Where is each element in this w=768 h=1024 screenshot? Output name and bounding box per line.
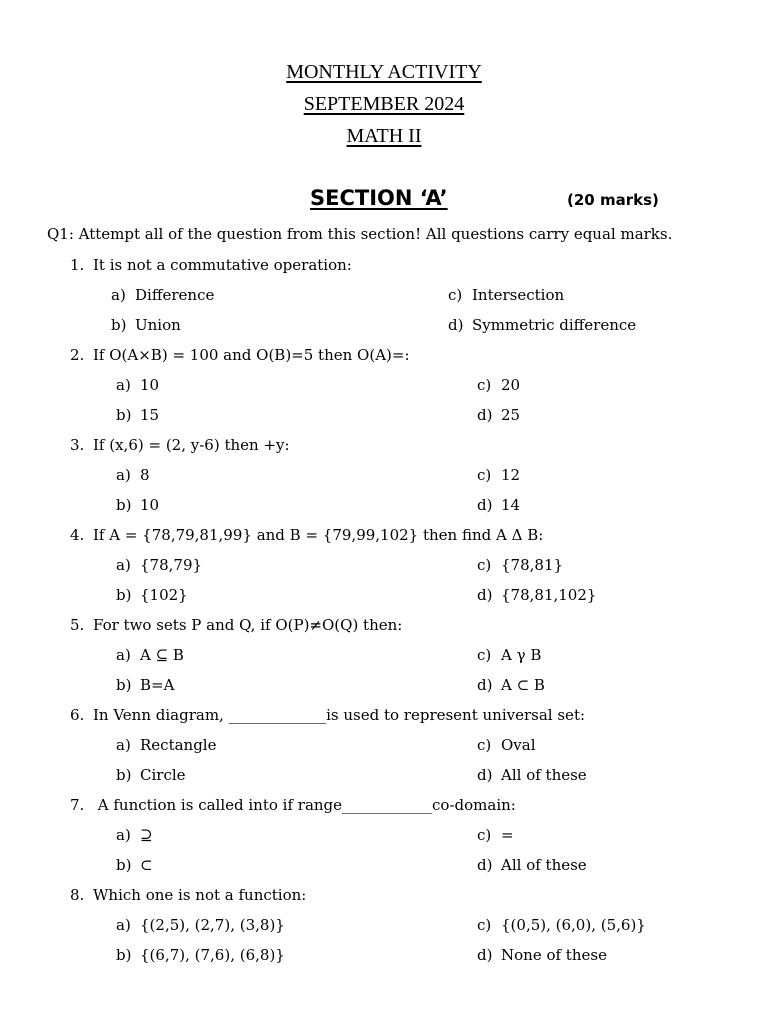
option-b (111, 316, 181, 334)
option-text: None of these (501, 946, 607, 964)
option-letter: d) (477, 586, 493, 604)
option-c (448, 286, 564, 304)
option-letter: a) (111, 286, 126, 304)
option-c (477, 646, 541, 664)
option-text: {(2,5), (2,7), (3,8)} (140, 916, 285, 934)
question-3 (70, 436, 290, 454)
option-d (448, 316, 636, 334)
option-a (111, 286, 214, 304)
option-d (477, 676, 545, 694)
option-b (116, 766, 186, 784)
option-letter: b) (116, 676, 132, 694)
question-text: It is not a commutative operation: (93, 256, 352, 274)
question-text: In Venn diagram, _____________is used to represent universal set: (93, 706, 586, 724)
option-a (116, 736, 216, 754)
option-text: Intersection (472, 286, 565, 304)
option-c (477, 916, 646, 934)
option-letter: a) (116, 466, 131, 484)
option-letter: c) (477, 916, 492, 934)
question-text: If O(A×B) = 100 and O(B)=5 then O(A)=: (93, 346, 410, 364)
section-title: SECTION ‘A’ (310, 186, 448, 210)
question-number: 8. (70, 886, 85, 904)
question-5 (70, 616, 402, 634)
section-marks: (20 marks) (567, 191, 659, 209)
option-text: 25 (501, 406, 521, 424)
question-number: 2. (70, 346, 85, 364)
option-letter: a) (116, 646, 131, 664)
question-2 (70, 346, 410, 364)
option-text: ⊂ (140, 856, 153, 874)
option-text: 14 (501, 496, 521, 514)
option-letter: c) (477, 826, 492, 844)
question-1 (70, 256, 352, 274)
option-text: A ⊂ B (501, 676, 545, 694)
option-letter: c) (477, 466, 492, 484)
option-a (116, 466, 150, 484)
option-letter: b) (116, 766, 132, 784)
option-letter: a) (116, 826, 131, 844)
option-letter: b) (116, 586, 132, 604)
option-d (477, 406, 520, 424)
question-number: 7. (70, 796, 85, 814)
option-c (477, 376, 520, 394)
question-text: If A = {78,79,81,99} and B = {79,99,102} then find A Δ B: (93, 526, 544, 544)
option-letter: a) (116, 556, 131, 574)
option-text: {(6,7), (7,6), (6,8)} (140, 946, 285, 964)
option-c (477, 736, 536, 754)
option-text: A ⊆ B (140, 646, 184, 664)
option-letter: b) (116, 496, 132, 514)
option-letter: b) (116, 856, 132, 874)
title-text: MONTHLY ACTIVITY (286, 61, 482, 83)
option-letter: c) (448, 286, 463, 304)
option-text: All of these (501, 766, 587, 784)
subject-text: MATH II (346, 125, 422, 147)
option-c (477, 826, 514, 844)
option-text: Union (135, 316, 181, 334)
option-letter: c) (477, 736, 492, 754)
option-d (477, 766, 587, 784)
question-7 (70, 796, 516, 814)
option-b (116, 586, 188, 604)
option-letter: d) (477, 946, 493, 964)
question-number: 3. (70, 436, 85, 454)
section-instruction: Q1: Attempt all of the question from this section! All questions carry equal marks. (47, 225, 673, 243)
option-text: Symmetric difference (472, 316, 637, 334)
option-text: {(0,5), (6,0), (5,6)} (501, 916, 646, 934)
option-letter: d) (448, 316, 464, 334)
option-text: {102} (140, 586, 188, 604)
option-text: Circle (140, 766, 186, 784)
option-a (116, 376, 159, 394)
date-text: SEPTEMBER 2024 (303, 93, 465, 115)
question-number: 5. (70, 616, 85, 634)
option-letter: c) (477, 556, 492, 574)
option-text: {78,81,102} (501, 586, 597, 604)
option-text: {78,79} (140, 556, 203, 574)
option-a (116, 916, 285, 934)
question-number: 1. (70, 256, 85, 274)
option-letter: d) (477, 766, 493, 784)
question-8 (70, 886, 306, 904)
option-d (477, 946, 607, 964)
doc-title (0, 61, 768, 84)
option-letter: a) (116, 376, 131, 394)
option-c (477, 466, 520, 484)
option-d (477, 856, 587, 874)
option-b (116, 406, 159, 424)
option-letter: c) (477, 376, 492, 394)
option-letter: b) (116, 406, 132, 424)
option-letter: b) (116, 946, 132, 964)
option-text: All of these (501, 856, 587, 874)
option-text: 10 (140, 496, 160, 514)
option-text: Difference (135, 286, 215, 304)
option-a (116, 826, 153, 844)
option-letter: a) (116, 736, 131, 754)
option-text: B=A (140, 676, 175, 694)
option-letter: d) (477, 496, 493, 514)
question-6 (70, 706, 585, 724)
option-letter: a) (116, 916, 131, 934)
option-text: Oval (501, 736, 536, 754)
option-text: = (501, 826, 514, 844)
option-b (116, 496, 159, 514)
option-letter: d) (477, 856, 493, 874)
option-b (116, 856, 153, 874)
option-text: ⊇ (140, 826, 153, 844)
option-text: 20 (501, 376, 521, 394)
option-text: 10 (140, 376, 160, 394)
option-d (477, 496, 520, 514)
option-letter: d) (477, 406, 493, 424)
option-a (116, 556, 202, 574)
question-4 (70, 526, 543, 544)
option-a (116, 646, 184, 664)
option-text: Rectangle (140, 736, 217, 754)
option-b (116, 946, 285, 964)
option-text: {78,81} (501, 556, 564, 574)
question-text: If (x,6) = (2, y-6) then +y: (93, 436, 290, 454)
question-text: Which one is not a function: (93, 886, 307, 904)
option-text: 15 (140, 406, 160, 424)
doc-date (0, 93, 768, 116)
option-text: A γ B (501, 646, 542, 664)
question-text: A function is called into if range____________co-domain: (93, 796, 516, 814)
option-letter: b) (111, 316, 127, 334)
doc-subject (0, 125, 768, 148)
question-number: 4. (70, 526, 85, 544)
option-b (116, 676, 174, 694)
option-letter: d) (477, 676, 493, 694)
option-letter: c) (477, 646, 492, 664)
question-text: For two sets P and Q, if O(P)≠O(Q) then: (93, 616, 403, 634)
option-text: 8 (140, 466, 150, 484)
question-number: 6. (70, 706, 85, 724)
option-d (477, 586, 596, 604)
option-text: 12 (501, 466, 521, 484)
option-c (477, 556, 563, 574)
